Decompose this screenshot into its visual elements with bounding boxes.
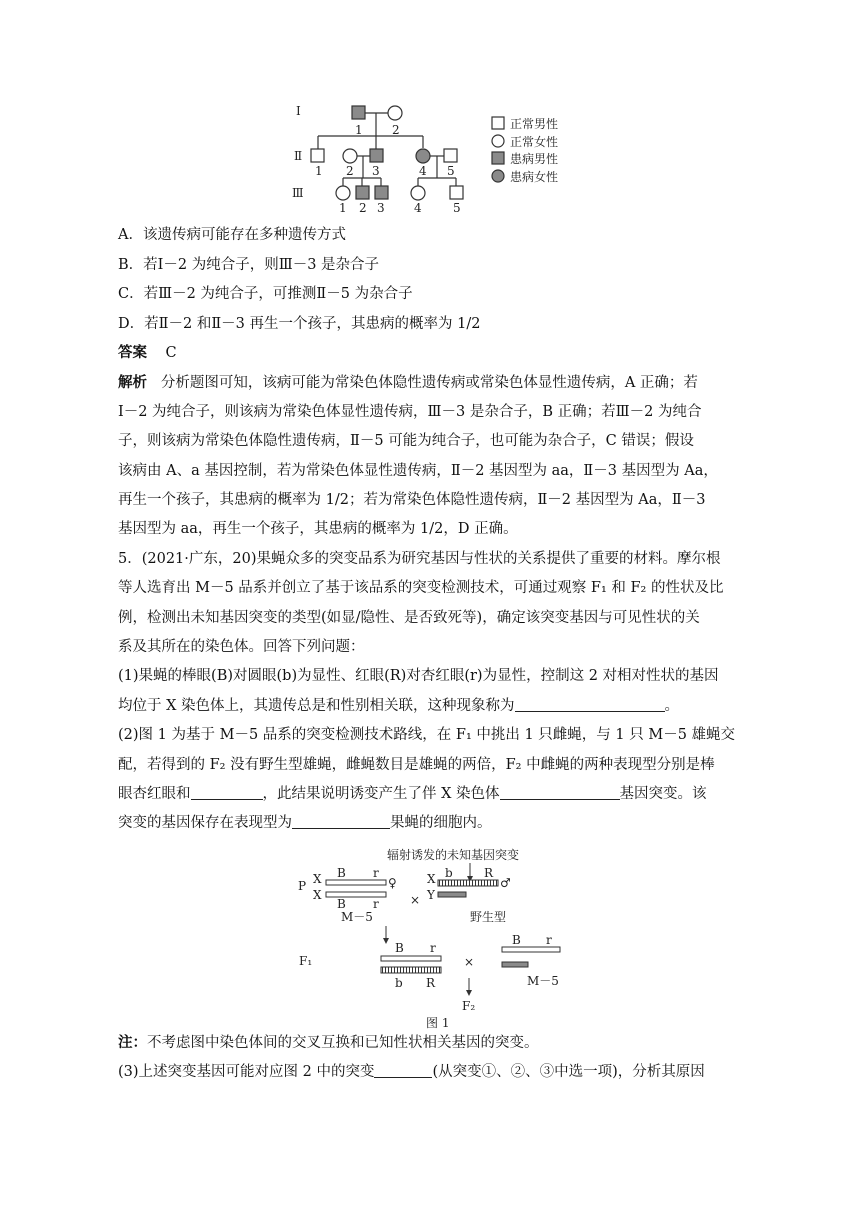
- gen1-num-1: 1: [355, 123, 363, 137]
- gen2-num-5: 5: [447, 164, 455, 178]
- pedigree-II2-normal-female: [343, 149, 357, 163]
- f1-female-R: R: [426, 976, 436, 990]
- f1-male-B: B: [512, 933, 521, 947]
- gen3-num-2: 2: [359, 201, 367, 215]
- note-row: [118, 1033, 744, 1053]
- arrow-to-f1-icon: [383, 938, 389, 944]
- legend-affected-male: 患病男性: [510, 152, 559, 166]
- q5-part2-text-3b: ，此结果说明诱变产生了伴 X 染色体: [262, 786, 500, 802]
- figure-1-caption: 图 1: [426, 1016, 450, 1030]
- q5-intro-1: 5．(2021·广东，20)果蝇众多的突变品系为研究基因与性状的关系提供了重要的材料。摩尔根: [118, 551, 721, 567]
- figure-1-diagram: [0, 840, 860, 1030]
- analysis-line-3: 子，则该病为常染色体隐性遗传病，Ⅱ－5 可能为纯合子，也可能为杂合子，C 错误；假设: [118, 433, 694, 449]
- f1-female-mutant-chromosome: [381, 967, 441, 973]
- f1-female-chromosome-1: [381, 956, 441, 961]
- gen1-num-2: 2: [392, 123, 400, 137]
- legend-normal-male: 正常男性: [510, 117, 559, 131]
- analysis-line-4: 该病由 A、a 基因控制，若为常染色体显性遗传病，Ⅱ－2 基因型为 aa，Ⅱ－3 基因型为 Aa，: [118, 463, 718, 479]
- p-female-B-bottom: B: [337, 897, 346, 911]
- p-female-symbol: ♀: [388, 876, 397, 890]
- p-male-x: X: [427, 872, 436, 886]
- p-female-r-bottom: r: [373, 897, 379, 911]
- f1-male-y-chromosome: [502, 962, 528, 967]
- gen3-num-4: 4: [414, 201, 422, 215]
- legend-normal-male-icon: [492, 117, 504, 129]
- gen3-num-5: 5: [453, 201, 461, 215]
- legend-affected-female: 患病女性: [510, 170, 559, 184]
- p-female-x1: X: [313, 872, 322, 886]
- option-c: C．若Ⅲ－2 为纯合子，可推测Ⅱ－5 为杂合子: [118, 286, 413, 302]
- gen-label-I: Ⅰ: [296, 104, 301, 118]
- option-b: B．若Ⅰ－2 为纯合子，则Ⅲ－3 是杂合子: [118, 257, 380, 273]
- f1-label: F₁: [299, 954, 313, 968]
- gen3-num-3: 3: [377, 201, 385, 215]
- mutation-label: 辐射诱发的未知基因突变: [387, 848, 520, 862]
- gen-label-II: Ⅱ: [294, 149, 303, 163]
- pedigree-I1-affected-male: [352, 106, 365, 119]
- legend-affected-female-icon: [492, 170, 504, 182]
- p-female-chromosome-1: [326, 880, 386, 885]
- gen-label-III: Ⅲ: [292, 186, 304, 200]
- p-male-mutant-chromosome: [438, 880, 498, 886]
- note-text: 不考虑图中染色体间的交叉互换和已知性状相关基因的突变。: [147, 1035, 539, 1051]
- pedigree-chart: [0, 0, 860, 222]
- option-a: A．该遗传病可能存在多种遗传方式: [118, 227, 346, 243]
- p-male-wild-label: 野生型: [470, 910, 507, 924]
- q5-part2-text-4a: 突变的基因保存在表现型为: [118, 815, 292, 831]
- p-male-symbol: ♂: [500, 876, 511, 890]
- pedigree-III4-normal-female: [411, 186, 425, 200]
- p-male-y: Y: [427, 888, 435, 902]
- q5-part2-line4: [118, 813, 744, 833]
- pedigree-II5-normal-male: [444, 149, 457, 162]
- answer-blank-2[interactable]: [191, 785, 263, 800]
- q5-part2-line2: 配，若得到的 F₂ 没有野生型雄蝇，雌蝇数目是雄蝇的两倍，F₂ 中雌蝇的两种表现型分别是棒: [118, 757, 715, 773]
- analysis-text-1: 分析题图可知，该病可能为常染色体隐性遗传病或常染色体显性遗传病，A 正确；若: [160, 375, 698, 391]
- pedigree-I2-normal-female: [388, 106, 402, 120]
- legend-affected-male-icon: [492, 152, 504, 164]
- answer-label: 答案: [118, 345, 147, 361]
- p-female-r-top: r: [373, 866, 379, 880]
- p-male-y-chromosome: [438, 892, 466, 897]
- p-female-x2: X: [313, 888, 322, 902]
- q5-part1-text: 均位于 X 染色体上，其遗传总是和性别相关联，这种现象称为: [118, 698, 515, 714]
- q5-part2-line1: (2)图 1 为基于 M－5 品系的突变检测技术路线，在 F₁ 中挑出 1 只雌蝇，与 1 只 M－5 雄蝇交: [118, 727, 736, 743]
- answer-blank-4[interactable]: [292, 814, 390, 829]
- analysis-line-5: 再生一个孩子，其患病的概率为 1/2；若为常染色体隐性遗传病，Ⅱ－2 基因型为 Aa，Ⅱ－3: [118, 492, 706, 508]
- q5-part2-text-4b: 果蝇的细胞内。: [390, 815, 492, 831]
- answer-blank-3[interactable]: [500, 785, 620, 800]
- q5-intro-4: 系及其所在的染色体。回答下列问题：: [118, 639, 365, 655]
- pedigree-III2-affected-male: [356, 186, 369, 199]
- f1-male-x-chromosome: [502, 947, 560, 952]
- analysis-label: 解析: [118, 375, 147, 391]
- q5-part2-text-3a: 眼杏红眼和: [118, 786, 191, 802]
- p-female-m5-label: M－5: [341, 910, 373, 924]
- f1-female-B: B: [395, 941, 404, 955]
- legend-normal-female-icon: [492, 135, 504, 147]
- q5-part2-line3: [118, 784, 744, 804]
- answer-value: C: [165, 345, 177, 361]
- q5-part1-end: 。: [664, 698, 680, 714]
- p-male-b: b: [445, 866, 453, 880]
- answer-blank-5[interactable]: [374, 1063, 432, 1078]
- f1-male-m5-label: M－5: [527, 974, 559, 988]
- answer-blank-1[interactable]: [515, 697, 665, 712]
- f1-female-r: r: [430, 941, 436, 955]
- analysis-line-2: Ⅰ－2 为纯合子，则该病为常染色体显性遗传病，Ⅲ－3 是杂合子，B 正确；若Ⅲ－2 为纯合: [118, 404, 702, 420]
- q5-part3-line1: [118, 1062, 744, 1082]
- q5-part3-text-b: (从突变①、②、③中选一项)，分析其原因: [432, 1064, 705, 1080]
- f1-male-r: r: [546, 933, 552, 947]
- option-d: D．若Ⅱ－2 和Ⅱ－3 再生一个孩子，其患病的概率为 1/2: [118, 316, 481, 332]
- p-cross-symbol: ×: [410, 893, 421, 907]
- gen3-num-1: 1: [339, 201, 347, 215]
- legend-normal-female: 正常女性: [510, 135, 559, 149]
- analysis-line-6: 基因型为 aa，再生一个孩子，其患病的概率为 1/2，D 正确。: [118, 521, 518, 537]
- p-label: P: [298, 879, 307, 893]
- pedigree-II3-affected-male: [370, 149, 383, 162]
- q5-intro-3: 例，检测出未知基因突变的类型(如显/隐性、是否致死等)，确定该突变基因与可见性状的关: [118, 610, 700, 626]
- pedigree-III3-affected-male: [375, 186, 388, 199]
- p-male-R: R: [484, 866, 494, 880]
- pedigree-III1-normal-female: [336, 186, 350, 200]
- f1-cross-symbol: ×: [464, 955, 475, 969]
- pedigree-II4-affected-female: [416, 149, 430, 163]
- gen2-num-4: 4: [419, 164, 427, 178]
- pedigree-II1-normal-male: [311, 149, 324, 162]
- gen2-num-3: 3: [372, 164, 380, 178]
- f2-label: F₂: [462, 999, 476, 1013]
- answer-row: [118, 343, 744, 363]
- f1-female-b: b: [395, 976, 403, 990]
- arrow-to-f2-icon: [466, 990, 472, 996]
- analysis-line-1: [118, 373, 744, 393]
- q5-part1-line2: [118, 696, 744, 716]
- gen2-num-2: 2: [346, 164, 354, 178]
- q5-part1-line1: (1)果蝇的棒眼(B)对圆眼(b)为显性、红眼(R)对杏红眼(r)为显性，控制这 2 对相对性状的基因: [118, 668, 719, 684]
- q5-intro-2: 等人选育出 M－5 品系并创立了基于该品系的突变检测技术，可通过观察 F₁ 和 F₂ 的性状及比: [118, 580, 724, 596]
- q5-part3-text-a: (3)上述突变基因可能对应图 2 中的突变: [118, 1064, 375, 1080]
- gen2-num-1: 1: [315, 164, 323, 178]
- note-label: 注：: [118, 1035, 147, 1051]
- q5-part2-text-3c: 基因突变。该: [619, 786, 707, 802]
- pedigree-III5-normal-male: [450, 186, 463, 199]
- p-female-B-top: B: [337, 866, 346, 880]
